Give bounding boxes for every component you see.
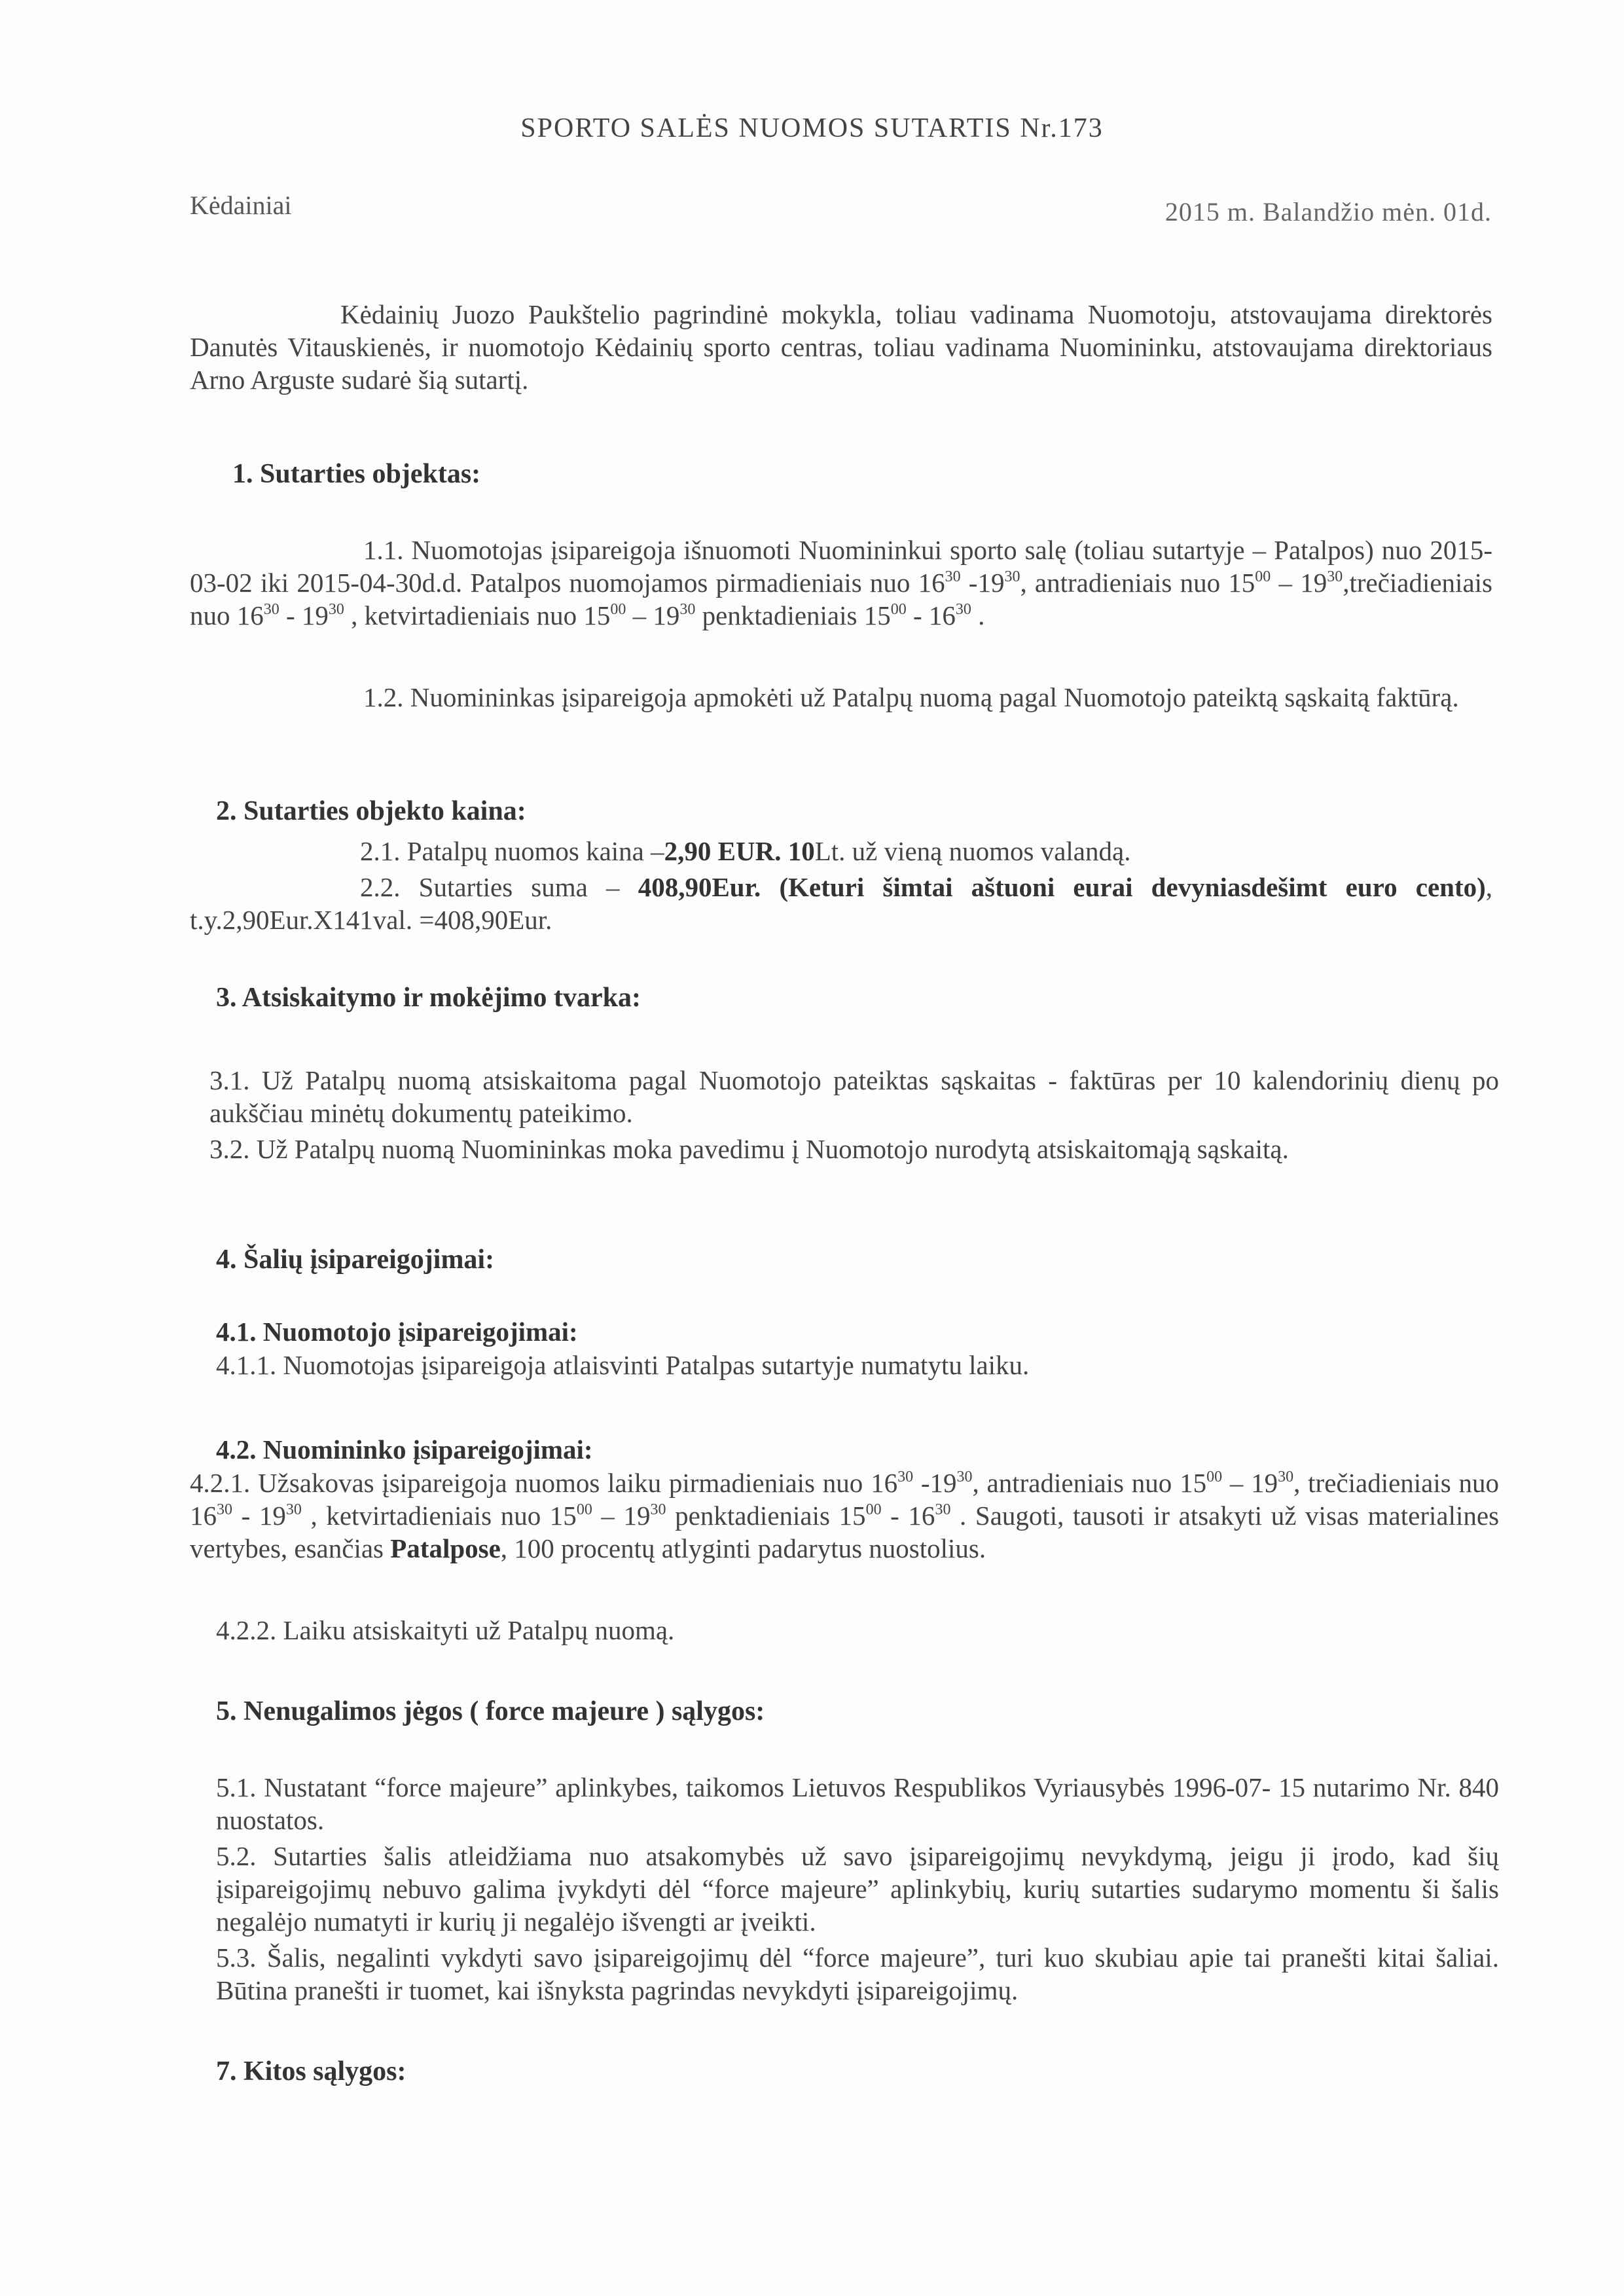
section-5-heading: 5. Nenugalimos jėgos ( force majeure ) sąlygos: [216, 1696, 765, 1726]
intro-paragraph: Kėdainių Juozo Paukštelio pagrindinė mokykla, toliau vadinama Nuomotoju, atstovaujama direktorės Danutės Vitauskienės, ir nuomotojo Kėdainių sporto centras, toliau vadinama Nuomininku, atstovaujama direktoriaus Arno Arguste sudarė šią sutartį. [190, 299, 1492, 395]
clause-1-2: 1.2. Nuomininkas įsipareigoja apmokėti už Patalpų nuomą pagal Nuomotojo pateiktą sąskaitą faktūrą. [363, 682, 1459, 712]
contract-place: Kėdainiai [190, 191, 292, 220]
clause-3-2: 3.2. Už Patalpų nuomą Nuomininkas moka pavedimu į Nuomotojo nurodytą atsiskaitomąją sąskaitą. [209, 1134, 1289, 1164]
clause-3-1: 3.1. Už Patalpų nuomą atsiskaitoma pagal Nuomotojo pateiktas sąskaitas - faktūras per 10 kalendorinių dienų po aukščiau minėtų dokumentų pateikimo. [209, 1065, 1499, 1128]
section-1-heading: 1. Sutarties objektas: [232, 459, 481, 489]
clause-1-1: 1.1. Nuomotojas įsipareigoja išnuomoti Nuomininkui sporto salę (toliau sutartyje – Patalpos) nuo 2015-03-02 iki 2015-04-30d.d. Patalpos nuomojamos pirmadieniais nuo $16^{30}$ $-19^{30}$, antradieniais nuo $15^{00}$ – $19^{30},trečiadieniais$ nuo $16^{30} - 19^{30}$ , ketvirtadieniais nuo $15^{00} - 19^{30}$ penktadieniais $15^{00} - 16^{30}$ . [190, 535, 1492, 630]
clause-4-1-1: 4.1.1. Nuomotojas įsipareigoja atlaisvinti Patalpas sutartyje numatytu laiku. [216, 1350, 1030, 1380]
section-3-heading: 3. Atsiskaitymo ir mokėjimo tvarka: [216, 983, 641, 1013]
section-4-2-heading: 4.2. Nuomininko įsipareigojimai: [216, 1434, 593, 1465]
clause-5-2: 5.2. Sutarties šalis atleidžiama nuo atsakomybės už savo įsipareigojimų nevykdymą, jeigu ji įrodo, kad šių įsipareigojimų nebuvo galima įvykdyti dėl “force majeure” aplinkybių, kurių sutarties sudarymo momentu ši šalis negalėjo numatyti ir kurių ji negalėjo išvengti ar įveikti. [216, 1841, 1499, 1937]
clause-4-2-2: 4.2.2. Laiku atsiskaityti už Patalpų nuomą. [216, 1615, 675, 1645]
document-title: SPORTO SALĖS NUOMOS SUTARTIS Nr.173 [520, 113, 1104, 143]
clause-5-1: 5.1. Nustatant “force majeure” aplinkybes, taikomos Lietuvos Respublikos Vyriausybės 1996-07- 15 nutarimo Nr. 840 nuostatos. [216, 1772, 1499, 1835]
clause-2-1: 2.1. Patalpų nuomos kaina –2,90 EUR. 10Lt. už vieną nuomos valandą. [360, 836, 1131, 866]
clause-2-2: 2.2. Sutarties suma – 408,90Eur. (Keturi šimtai aštuoni eurai devyniasdešimt euro cento), t.y.2,90Eur.X141val. =408,90Eur. [190, 872, 1492, 935]
section-4-heading: 4. Šalių įsipareigojimai: [216, 1245, 495, 1275]
contract-date: 2015 m. Balandžio mėn. 01d. [1164, 197, 1492, 227]
clause-5-3: 5.3. Šalis, negalinti vykdyti savo įsipareigojimų dėl “force majeure”, turi kuo skubiau apie tai pranešti kitai šaliai. Būtina pranešti ir tuomet, kai išnyksta pagrindas nevykdyti įsipareigojimų. [216, 1942, 1499, 2005]
section-4-1-heading: 4.1. Nuomotojo įsipareigojimai: [216, 1317, 578, 1347]
clause-4-2-1: 4.2.1. Užsakovas įsipareigoja nuomos laiku pirmadieniais nuo $16^{30}$ $-19^{30}$, antradieniais nuo $15^{00} - 19^{30}$, trečiadieniais nuo $16^{30} - 19^{30}$ , ketvirtadieniais nuo $15^{00} - 19^{30}$ penktadieniais $15^{00} - 16^{30}$ . Saugoti, tausoti ir atsakyti už visas materialines vertybes, esančias Patalpose, 100 procentų atlyginti padarytus nuostolius. [190, 1468, 1500, 1563]
section-2-heading: 2. Sutarties objekto kaina: [216, 796, 526, 826]
section-7-heading: 7. Kitos sąlygos: [216, 2056, 406, 2086]
